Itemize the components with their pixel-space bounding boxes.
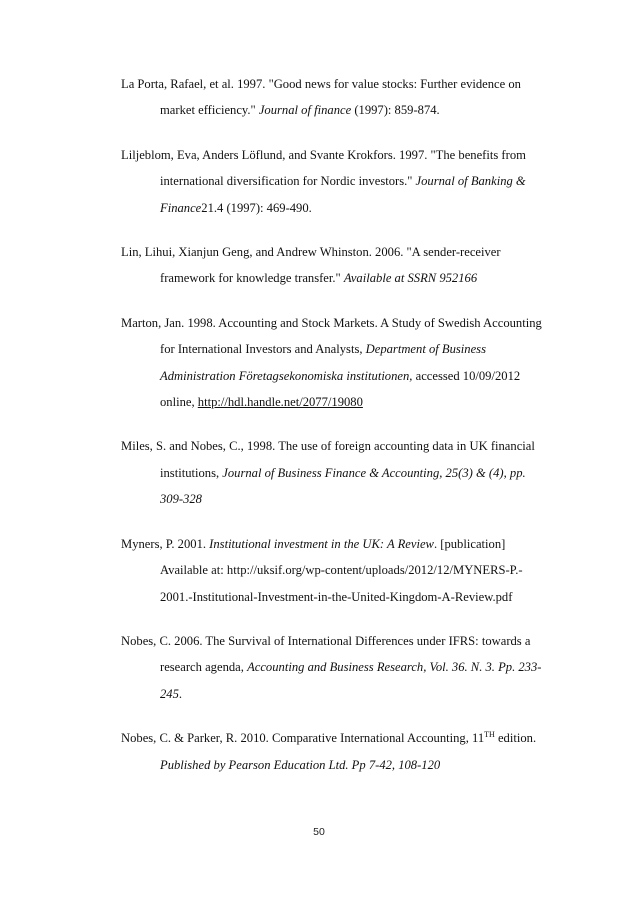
reference-text: framework for knowledge transfer.": [160, 271, 344, 286]
reference-entry: [121, 628, 561, 707]
reference-line: [121, 654, 561, 680]
reference-italic-text: Finance: [160, 200, 202, 215]
reference-line: [121, 97, 561, 123]
reference-line: [121, 336, 561, 362]
reference-text: Nobes, C. & Parker, R. 2010. Comparative International Accounting, 11: [121, 731, 485, 746]
reference-entry: [121, 433, 561, 512]
reference-entry: [121, 531, 561, 610]
reference-text: . [publication]: [433, 536, 506, 551]
reference-entry: [121, 142, 561, 221]
reference-line: [121, 531, 561, 557]
reference-text: Nobes, C. 2006. The Survival of International Differences under IFRS: towards a: [121, 633, 531, 648]
page-number: 50: [313, 826, 325, 838]
reference-entry: [121, 310, 561, 416]
reference-line: [121, 195, 561, 221]
reference-text: online,: [160, 395, 198, 410]
reference-entry: [121, 725, 561, 778]
reference-line: [121, 389, 561, 415]
reference-italic-text: Accounting and Business Research, Vol. 36. N. 3. Pp. 233-: [247, 660, 542, 675]
reference-line: [121, 486, 561, 512]
reference-italic-text: Journal of Banking &: [415, 174, 526, 189]
reference-line: [121, 265, 561, 291]
reference-italic-text: Administration Företagsekonomiska institutionen,: [160, 368, 413, 383]
reference-text: edition.: [494, 731, 537, 746]
reference-text: Myners, P. 2001.: [121, 536, 210, 551]
reference-italic-text: Journal of Business Finance & Accounting, 25(3) & (4), pp.: [222, 465, 526, 480]
reference-text: for International Investors and Analysts,: [160, 342, 366, 357]
reference-line: [121, 363, 561, 389]
reference-line: [121, 433, 561, 459]
reference-text: La Porta, Rafael, et al. 1997. "Good news for value stocks: Further evidence on: [121, 77, 521, 91]
reference-text: Available at: http://uksif.org/wp-content/uploads/2012/12/MYNERS-P.-: [160, 563, 523, 578]
reference-text: Liljeblom, Eva, Anders Löflund, and Svante Krokfors. 1997. "The benefits from: [121, 147, 526, 162]
reference-entry: [121, 71, 561, 124]
reference-line: [121, 584, 561, 610]
reference-text: international diversification for Nordic investors.": [160, 174, 416, 189]
reference-line: [121, 557, 561, 583]
reference-line: [121, 725, 561, 751]
reference-italic-text: Journal of finance: [258, 103, 352, 118]
reference-text: 21.4 (1997): 469-490.: [201, 200, 312, 215]
reference-italic-text: Institutional investment in the UK: A Review: [209, 536, 434, 551]
reference-italic-text: 309-328: [160, 492, 202, 507]
reference-text: TH: [484, 730, 495, 740]
reference-text: (1997): 859-874.: [351, 103, 440, 118]
reference-line: [121, 239, 561, 265]
reference-line: [121, 628, 561, 654]
reference-text: Miles, S. and Nobes, C., 1998. The use of foreign accounting data in UK financial: [121, 439, 535, 454]
reference-text: institutions,: [160, 465, 223, 480]
reference-line: [121, 168, 561, 194]
reference-italic-text: 245: [160, 686, 179, 701]
reference-entry: [121, 239, 561, 292]
reference-italic-text: Department of Business: [365, 342, 486, 357]
reference-link[interactable]: http://hdl.handle.net/2077/19080: [197, 395, 363, 410]
reference-italic-text: Available at SSRN 952166: [343, 271, 478, 286]
reference-text: 2001.-Institutional-Investment-in-the-United-Kingdom-A-Review.pdf: [160, 589, 513, 604]
reference-line: [121, 681, 561, 707]
reference-text: Marton, Jan. 1998. Accounting and Stock Markets. A Study of Swedish Accounting: [121, 315, 542, 330]
reference-text: market efficiency.": [160, 103, 259, 118]
reference-text: accessed 10/09/2012: [412, 368, 521, 383]
reference-list: [121, 71, 561, 796]
reference-line: [121, 142, 561, 168]
reference-text: .: [178, 686, 183, 701]
reference-line: [121, 460, 561, 486]
reference-text: Lin, Lihui, Xianjun Geng, and Andrew Whinston. 2006. "A sender-receiver: [121, 245, 501, 260]
reference-line: [121, 71, 561, 97]
reference-text: research agenda,: [160, 660, 248, 675]
reference-italic-text: Published by Pearson Education Ltd. Pp 7-42, 108-120: [160, 757, 441, 772]
reference-line: [121, 752, 561, 778]
reference-line: [121, 310, 561, 336]
